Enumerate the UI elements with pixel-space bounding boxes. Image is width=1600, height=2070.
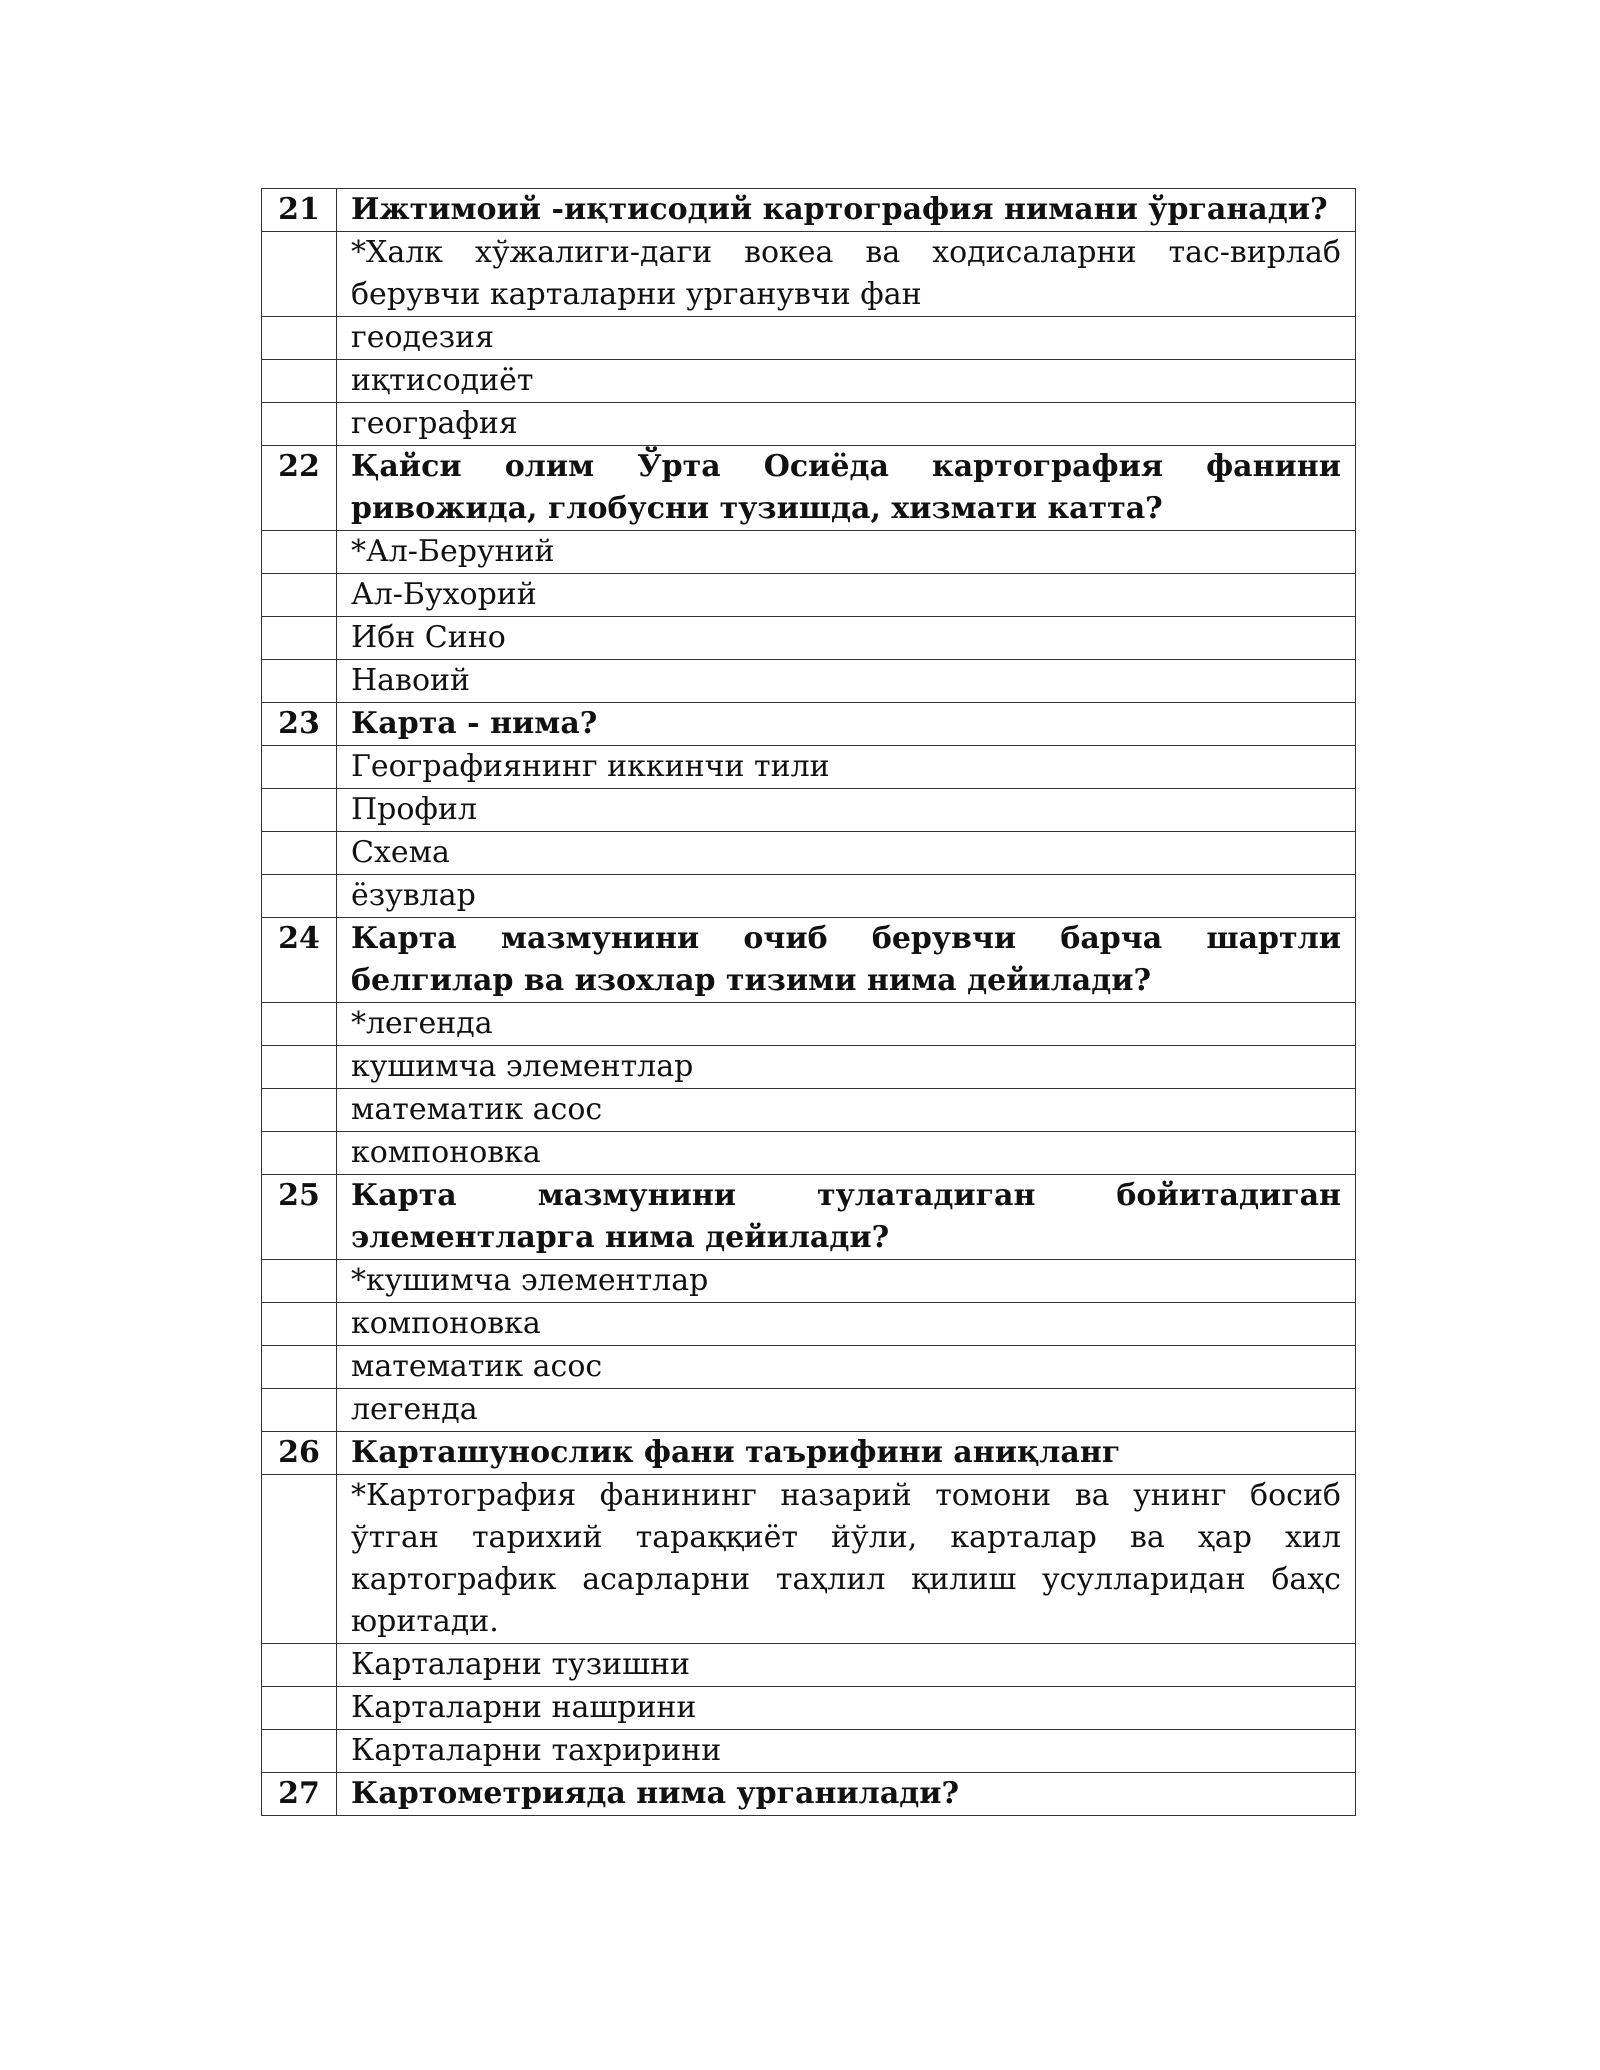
answer-text: география [337, 403, 1356, 446]
answer-number-cell [262, 360, 337, 403]
question-text: Карта мазмунини тулатадиган бойитадиган элементларга нима дейилади? [337, 1175, 1356, 1260]
answer-row [262, 1475, 1356, 1644]
answer-number-cell [262, 317, 337, 360]
answer-text: Ибн Сино [337, 617, 1356, 660]
question-text: Карта - нима? [337, 703, 1356, 746]
question-number: 25 [262, 1175, 337, 1260]
answer-text: Ал-Бухорий [337, 574, 1356, 617]
answer-text: иқтисодиёт [337, 360, 1356, 403]
quiz-table-body [262, 189, 1356, 1816]
answer-number-cell [262, 574, 337, 617]
answer-text: геодезия [337, 317, 1356, 360]
answer-text: кушимча элементлар [337, 1046, 1356, 1089]
answer-text: *легенда [337, 1003, 1356, 1046]
answer-text: Карталарни тузишни [337, 1644, 1356, 1687]
answer-number-cell [262, 1644, 337, 1687]
answer-number-cell [262, 1003, 337, 1046]
answer-number-cell [262, 660, 337, 703]
question-text: Карта мазмунини очиб берувчи барча шартли белгилар ва изохлар тизими нима дейилади? [337, 918, 1356, 1003]
answer-row [262, 1389, 1356, 1432]
answer-number-cell [262, 1475, 337, 1644]
question-row [262, 703, 1356, 746]
answer-number-cell [262, 1046, 337, 1089]
answer-row [262, 1644, 1356, 1687]
question-row [262, 189, 1356, 232]
answer-number-cell [262, 403, 337, 446]
answer-number-cell [262, 617, 337, 660]
answer-number-cell [262, 832, 337, 875]
answer-text: компоновка [337, 1132, 1356, 1175]
question-text: Картометрияда нима урганилади? [337, 1773, 1356, 1816]
answer-text: Схема [337, 832, 1356, 875]
answer-number-cell [262, 232, 337, 317]
answer-text: компоновка [337, 1303, 1356, 1346]
question-row [262, 1432, 1356, 1475]
answer-text: Карталарни нашрини [337, 1687, 1356, 1730]
question-text: Ижтимоий -иқтисодий картография нимани ўрганади? [337, 189, 1356, 232]
answer-row [262, 660, 1356, 703]
answer-number-cell [262, 531, 337, 574]
answer-row [262, 1346, 1356, 1389]
answer-text: *Картография фанининг назарий томони ва унинг босиб ўтган тарихий тараққиёт йўли, карталар ва ҳар хил картографик асарларни таҳлил қилиш усулларидан баҳс юритади. [337, 1475, 1356, 1644]
answer-text: *кушимча элементлар [337, 1260, 1356, 1303]
answer-row [262, 317, 1356, 360]
answer-text: легенда [337, 1389, 1356, 1432]
answer-row [262, 1303, 1356, 1346]
question-text: Қайси олим Ўрта Осиёда картография фанини ривожида, глобусни тузишда, хизмати катта? [337, 446, 1356, 531]
answer-row [262, 1089, 1356, 1132]
answer-row [262, 1260, 1356, 1303]
answer-row [262, 1687, 1356, 1730]
answer-text: Географиянинг иккинчи тили [337, 746, 1356, 789]
answer-row [262, 875, 1356, 918]
answer-number-cell [262, 1730, 337, 1773]
question-row [262, 918, 1356, 1003]
question-number: 21 [262, 189, 337, 232]
question-text: Карташунослик фани таърифини аниқланг [337, 1432, 1356, 1475]
answer-number-cell [262, 1346, 337, 1389]
answer-row [262, 232, 1356, 317]
answer-number-cell [262, 1303, 337, 1346]
question-number: 24 [262, 918, 337, 1003]
answer-row [262, 746, 1356, 789]
answer-text: Навоий [337, 660, 1356, 703]
question-row [262, 446, 1356, 531]
answer-text: ёзувлар [337, 875, 1356, 918]
question-row [262, 1175, 1356, 1260]
answer-text: математик асос [337, 1089, 1356, 1132]
quiz-table [261, 188, 1356, 1816]
answer-number-cell [262, 1260, 337, 1303]
answer-row [262, 832, 1356, 875]
question-number: 22 [262, 446, 337, 531]
answer-row [262, 403, 1356, 446]
answer-number-cell [262, 789, 337, 832]
question-number: 23 [262, 703, 337, 746]
answer-number-cell [262, 746, 337, 789]
answer-row [262, 1046, 1356, 1089]
answer-row [262, 789, 1356, 832]
answer-text: *Ал-Беруний [337, 531, 1356, 574]
answer-row [262, 360, 1356, 403]
answer-row [262, 1003, 1356, 1046]
answer-row [262, 617, 1356, 660]
answer-number-cell [262, 1389, 337, 1432]
answer-number-cell [262, 1089, 337, 1132]
question-number: 26 [262, 1432, 337, 1475]
question-number: 27 [262, 1773, 337, 1816]
answer-row [262, 574, 1356, 617]
question-row [262, 1773, 1356, 1816]
answer-text: Профил [337, 789, 1356, 832]
answer-row [262, 1730, 1356, 1773]
answer-number-cell [262, 1687, 337, 1730]
answer-text: Карталарни тахририни [337, 1730, 1356, 1773]
answer-number-cell [262, 875, 337, 918]
answer-text: математик асос [337, 1346, 1356, 1389]
answer-row [262, 531, 1356, 574]
answer-text: *Халк хўжалиги-даги вокеа ва ходисаларни тас-вирлаб берувчи карталарни урганувчи фан [337, 232, 1356, 317]
answer-number-cell [262, 1132, 337, 1175]
answer-row [262, 1132, 1356, 1175]
